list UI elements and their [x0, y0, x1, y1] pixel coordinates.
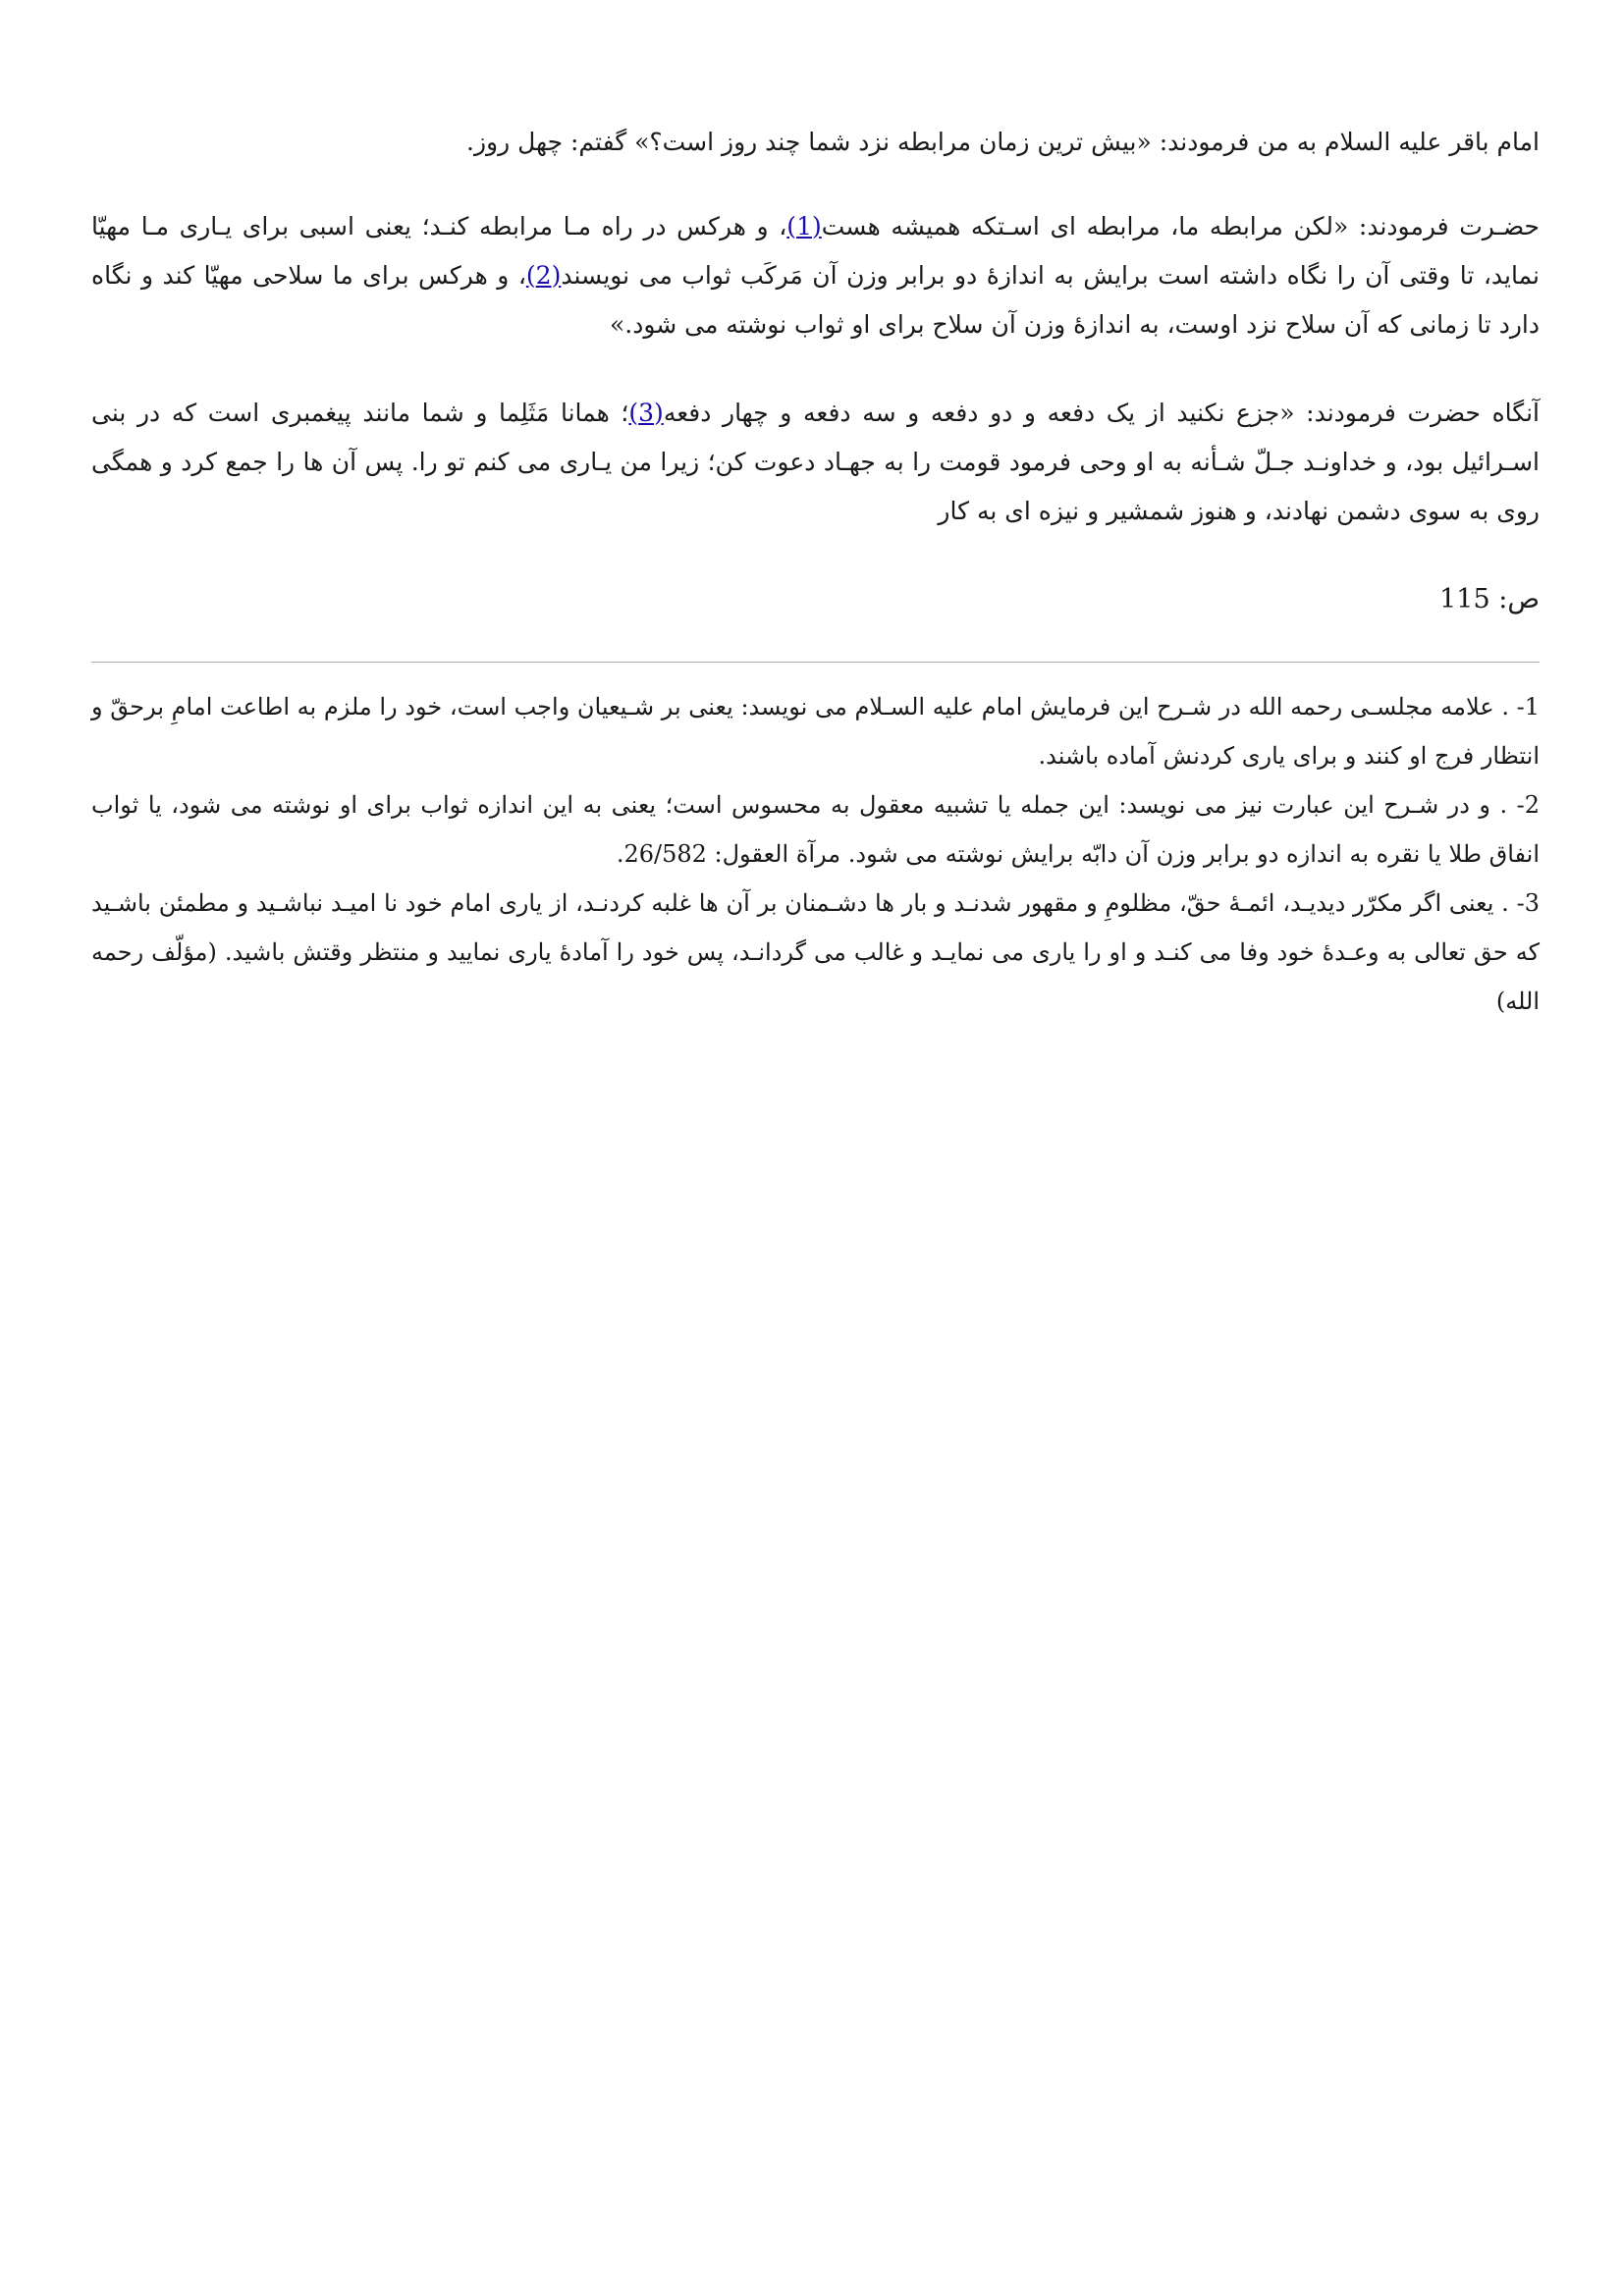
footnote-1-text: . علامه مجلسـی رحمه الله در شـرح این فرمایش امام علیه السـلام می نویسد: یعنی بر شـیعیان واجب است، خود را ملزم به اطاعت امامِ برحقّ و انتظار فرج او کنند و برای یاری کردنش آماده باشند.: [91, 693, 1540, 770]
footnote-1-number: 1-: [1516, 693, 1540, 721]
footnote-2: [91, 780, 1540, 879]
footnote-link-2[interactable]: (2): [525, 261, 562, 290]
paragraph-3-text-a: آنگاه حضرت فرمودند: «جزع نکنید از یک دفعه و دو دفعه و سه دفعه و چهار دفعه: [663, 399, 1540, 427]
footnote-2-text: . و در شـرح این عبارت نیز می نویسد: این جمله یا تشبیه معقول به محسوس است؛ یعنی به این اندازه ثواب برای او نوشته می شود، یا ثواب انفاق طلا یا نقره به اندازه دو برابر وزن آن دابّه برایش نوشته می شود. مرآة العقول: 26/582.: [91, 791, 1540, 868]
paragraph-2-text-b: ، و هرکس در راه مـا مرابطه کنـد؛ یعنی اسبی برای یـاری مـا مهیّا نماید، تا وقتی آن را نگاه داشته است برایش به اندازۀ دو برابر وزن آن مَرکَب ثواب می نویسند: [91, 212, 1540, 290]
paragraph-1: [91, 118, 1540, 167]
footnotes-section: [91, 682, 1540, 1026]
footnote-3-text: . یعنی اگر مکرّر دیدیـد، ائمـۀ حقّ، مظلومِ و مقهور شدنـد و بار ها دشـمنان بر آن ها غلبه کردنـد، از یاری امام خود نا امیـد نباشـید و مطمئن باشـید که حق تعالی به وعـدۀ خود وفا می کنـد و او را یاری می نمایـد و غالب می گردانـد، پس خود را آمادۀ یاری نمایید و منتظر وقتش باشید. (مؤلّف رحمه الله): [91, 889, 1540, 1015]
document-page: [91, 118, 1540, 1026]
page-number: ص: 115: [1439, 584, 1540, 614]
footnote-link-1[interactable]: (1): [786, 212, 822, 240]
paragraph-3-text-b: ؛ همانا مَثَلِما و شما مانند پیغمبری است که در بنی اسـرائیل بود، و خداونـد جـلّ شـأنه به او وحی فرمود قومت را به جهـاد دعوت کن؛ زیرا من یـاری می کنم تو را. پس آن ها را جمع کرد و همگی روی به سوی دشمن نهادند، و هنوز شمشیر و نیزه ای به کار: [91, 399, 1540, 525]
footnote-1: [91, 682, 1540, 780]
paragraph-2-text-a: حضـرت فرمودند: «لکن مرابطه ما، مرابطه ای اسـتکه همیشه هست: [821, 212, 1540, 240]
paragraph-2: [91, 202, 1540, 349]
paragraph-2-text-c: ، و هرکس برای ما سلاحی مهیّا کند و نگاه دارد تا زمانی که آن سلاح نزد اوست، به اندازۀ وزن آن سلاح برای او ثواب نوشته می شود.»: [91, 261, 1540, 339]
footnote-3-number: 3-: [1516, 889, 1541, 917]
paragraph-3: [91, 389, 1540, 536]
footnote-2-number: 2-: [1516, 791, 1540, 819]
footnote-link-3[interactable]: (3): [628, 399, 664, 427]
footnote-separator: [91, 662, 1540, 663]
footnote-3: [91, 879, 1540, 1026]
paragraph-1-text: امام باقر علیه السلام به من فرمودند: «بیش ترین زمان مرابطه نزد شما چند روز است؟» گفتم: چهل روز.: [466, 128, 1540, 156]
